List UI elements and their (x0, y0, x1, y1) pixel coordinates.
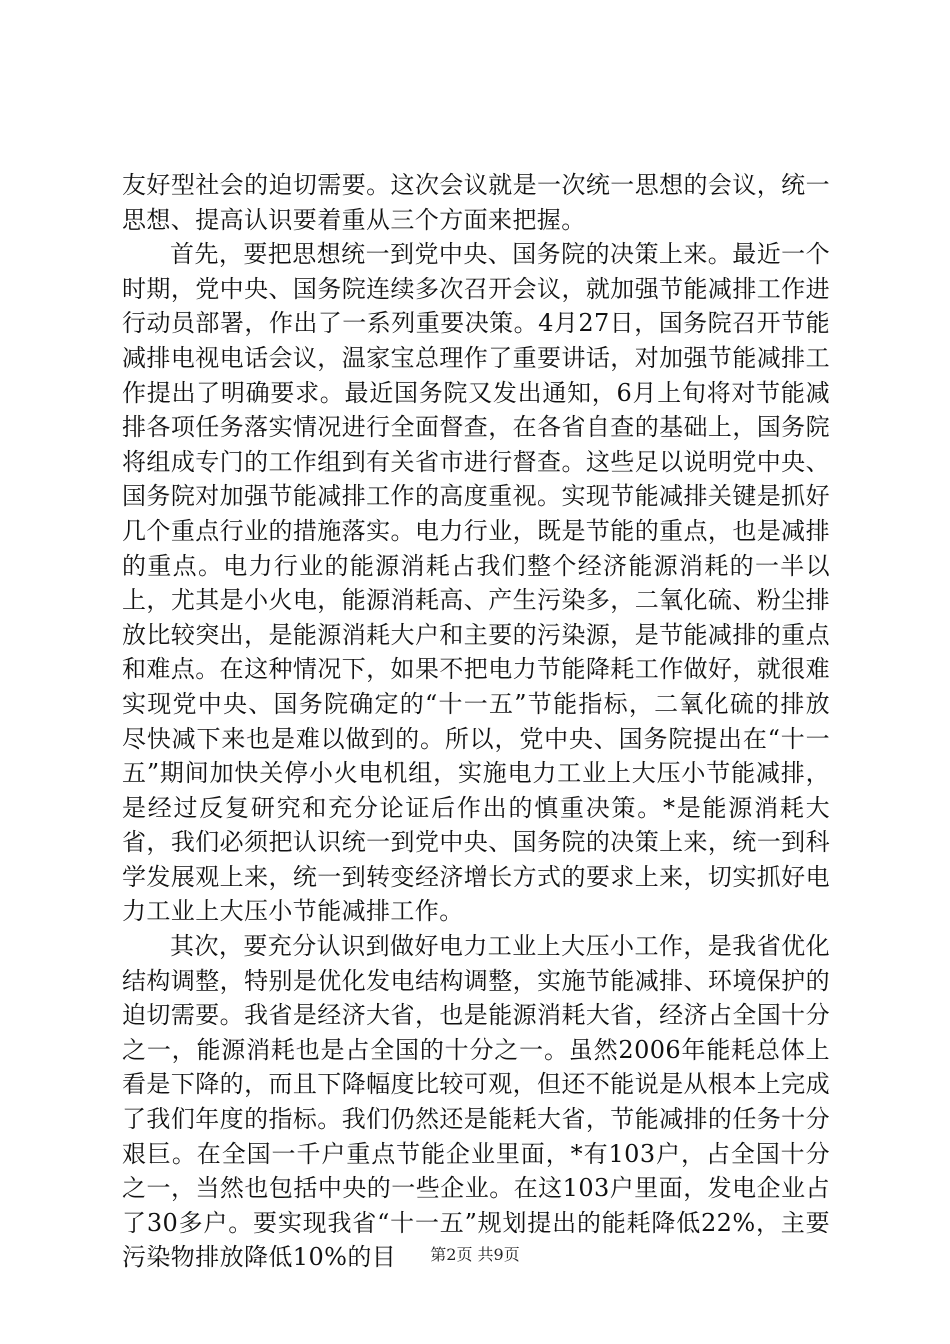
document-body (122, 168, 830, 1275)
paragraph-2: 首先，要把思想统一到党中央、国务院的决策上来。最近一个时期，党中央、国务院连续多次召开会议，就加强节能减排工作进行动员部署，作出了一系列重要决策。4月27日，国务院召开节能减排电视电话会议，温家宝总理作了重要讲话，对加强节能减排工作提出了明确要求。最近国务院又发出通知，6月上旬将对节能减排各项任务落实情况进行全面督查，在各省自查的基础上，国务院将组成专门的工作组到有关省市进行督查。这些足以说明党中央、国务院对加强节能减排工作的高度重视。实现节能减排关键是抓好几个重点行业的措施落实。电力行业，既是节能的重点，也是减排的重点。电力行业的能源消耗占我们整个经济能源消耗的一半以上，尤其是小火电，能源消耗高、产生污染多，二氧化硫、粉尘排放比较突出，是能源消耗大户和主要的污染源，是节能减排的重点和难点。在这种情况下，如果不把电力节能降耗工作做好，就很难实现党中央、国务院确定的“十一五”节能指标，二氧化硫的排放尽快减下来也是难以做到的。所以，党中央、国务院提出在“十一五”期间加快关停小火电机组，实施电力工业上大压小节能减排，是经过反复研究和充分论证后作出的慎重决策。*是能源消耗大省，我们必须把认识统一到党中央、国务院的决策上来，统一到科学发展观上来，统一到转变经济增长方式的要求上来，切实抓好电力工业上大压小节能减排工作。 (122, 240, 830, 926)
paragraph-1: 友好型社会的迫切需要。这次会议就是一次统一思想的会议，统一思想、提高认识要着重从三个方面来把握。 (122, 171, 830, 234)
page-footer: 第2页 共9页 (430, 1245, 520, 1264)
paragraph-3: 其次，要充分认识到做好电力工业上大压小工作，是我省优化结构调整，特别是优化发电结构调整，实施节能减排、环境保护的迫切需要。我省是经济大省，也是能源消耗大省，经济占全国十分之一，能源消耗也是占全国的十分之一。虽然2006年能耗总体上看是下降的，而且下降幅度比较可观，但还不能说是从根本上完成了我们年度的指标。我们仍然还是能耗大省，节能减排的任务十分艰巨。在全国一千户重点节能企业里面，*有103户，占全国十分之一，当然也包括中央的一些企业。在这103户里面，发电企业占了30多户。要实现我省“十一五”规划提出的能耗降低22%，主要污染物排放降低10%的目 (122, 932, 830, 1272)
